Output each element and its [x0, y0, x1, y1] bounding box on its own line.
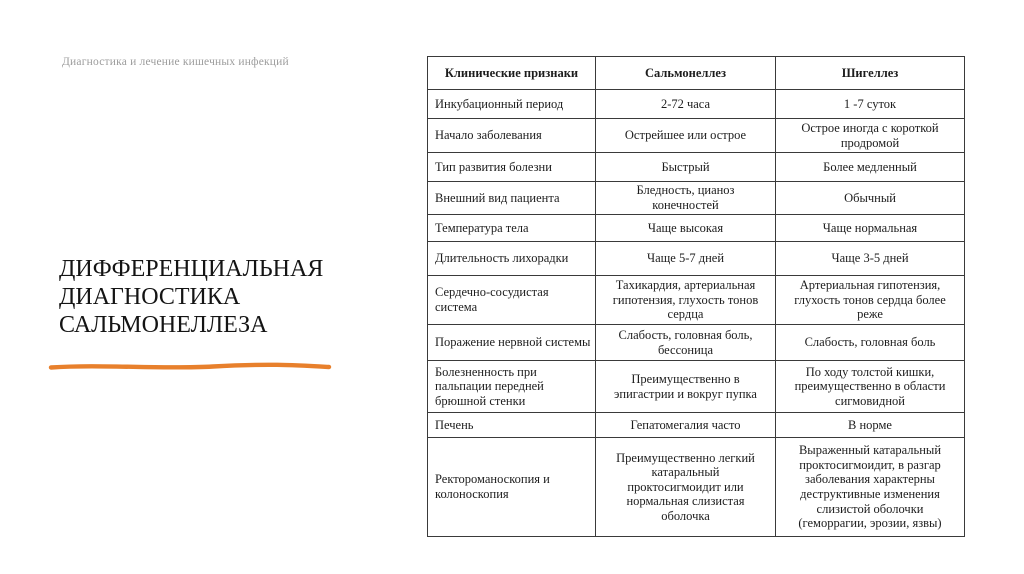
- table-row: [428, 215, 965, 242]
- cell-feature: Печень: [428, 413, 596, 438]
- header-cell-salmonellosis: Сальмонеллез: [596, 57, 776, 90]
- table-row: [428, 413, 965, 438]
- table-row: [428, 90, 965, 119]
- accent-line-path: [51, 365, 329, 368]
- comparison-table: [427, 56, 965, 537]
- cell-salmonellosis: Бледность, цианоз конечностей: [596, 182, 776, 215]
- table-row: [428, 242, 965, 276]
- cell-shigellosis: 1 -7 суток: [776, 90, 965, 119]
- cell-shigellosis: Чаще нормальная: [776, 215, 965, 242]
- cell-feature: Болезненность при пальпации передней брюшной стенки: [428, 361, 596, 413]
- table-row: [428, 153, 965, 182]
- cell-feature: Ректороманоскопия и колоноскопия: [428, 438, 596, 537]
- cell-salmonellosis: Гепатомегалия часто: [596, 413, 776, 438]
- cell-salmonellosis: Тахикардия, артериальная гипотензия, глухость тонов сердца: [596, 276, 776, 325]
- cell-salmonellosis: Чаще высокая: [596, 215, 776, 242]
- presentation-header-note: Диагностика и лечение кишечных инфекций: [62, 56, 289, 68]
- cell-shigellosis: Артериальная гипотензия, глухость тонов сердца более реже: [776, 276, 965, 325]
- cell-shigellosis: Выраженный катаральный проктосигмоидит, в разгар заболевания характерны деструктивные изменения слизистой оболочки (геморрагии, эрозии, язвы): [776, 438, 965, 537]
- cell-feature: Сердечно-сосудистая система: [428, 276, 596, 325]
- table-row: [428, 325, 965, 361]
- slide-title: ДИФФЕРЕНЦИАЛЬНАЯ ДИАГНОСТИКА САЛЬМОНЕЛЛЕЗА: [59, 256, 324, 338]
- cell-shigellosis: Обычный: [776, 182, 965, 215]
- table-row: [428, 438, 965, 537]
- cell-salmonellosis: Слабость, головная боль, бессоница: [596, 325, 776, 361]
- table-header-row: [428, 57, 965, 90]
- cell-feature: Внешний вид пациента: [428, 182, 596, 215]
- cell-shigellosis: Слабость, головная боль: [776, 325, 965, 361]
- title-accent-underline: [48, 361, 332, 373]
- cell-shigellosis: Чаще 3-5 дней: [776, 242, 965, 276]
- cell-shigellosis: Острое иногда с короткой продромой: [776, 119, 965, 153]
- table-row: [428, 182, 965, 215]
- cell-feature: Инкубационный период: [428, 90, 596, 119]
- cell-salmonellosis: Преимущественно в эпигастрии и вокруг пупка: [596, 361, 776, 413]
- table-row: [428, 361, 965, 413]
- table-row: [428, 119, 965, 153]
- cell-shigellosis: Более медленный: [776, 153, 965, 182]
- cell-feature: Поражение нервной системы: [428, 325, 596, 361]
- table-row: [428, 276, 965, 325]
- cell-feature: Температура тела: [428, 215, 596, 242]
- header-cell-clinical-signs: Клинические признаки: [428, 57, 596, 90]
- header-cell-shigellosis: Шигеллез: [776, 57, 965, 90]
- cell-feature: Начало заболевания: [428, 119, 596, 153]
- cell-salmonellosis: 2-72 часа: [596, 90, 776, 119]
- cell-feature: Тип развития болезни: [428, 153, 596, 182]
- cell-salmonellosis: Быстрый: [596, 153, 776, 182]
- cell-salmonellosis: Чаще 5-7 дней: [596, 242, 776, 276]
- cell-salmonellosis: Преимущественно легкий катаральный проктосигмоидит или нормальная слизистая оболочка: [596, 438, 776, 537]
- title-block: [59, 255, 389, 339]
- cell-shigellosis: В норме: [776, 413, 965, 438]
- cell-salmonellosis: Острейшее или острое: [596, 119, 776, 153]
- cell-feature: Длительность лихорадки: [428, 242, 596, 276]
- cell-shigellosis: По ходу толстой кишки, преимущественно в области сигмовидной: [776, 361, 965, 413]
